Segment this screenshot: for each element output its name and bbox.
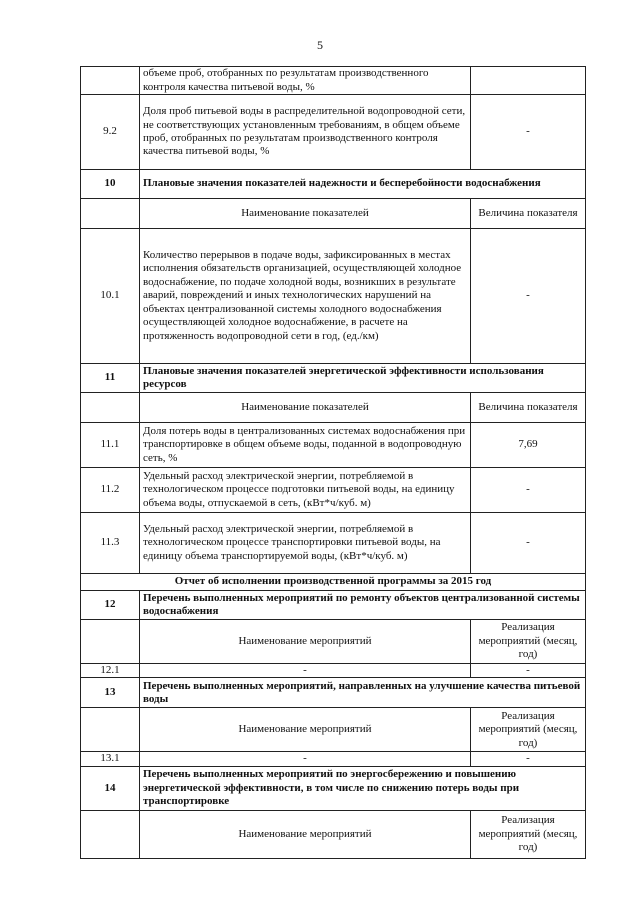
indicator-name: Доля потерь воды в централизованных системах водоснабжения при транспортировке в общем объеме воды, поданной в водопроводную сеть, % <box>140 423 471 468</box>
header-empty <box>81 810 140 858</box>
indicator-name: объеме проб, отобранных по результатам производственного контроля качества питьевой воды, % <box>140 67 471 95</box>
report-title-row <box>81 574 586 591</box>
section-row <box>81 591 586 620</box>
section-title: Перечень выполненных мероприятий, направленных на улучшение качества питьевой воды <box>140 678 586 708</box>
section-number: 12 <box>81 591 140 620</box>
table-row <box>81 423 586 468</box>
section-title: Перечень выполненных мероприятий по энергосбережению и повышению энергетической эффективности, в том числе по снижению потерь воды при транспортировке <box>140 766 586 810</box>
table-row <box>81 513 586 574</box>
header-name: Наименование мероприятий <box>140 708 471 752</box>
section-title: Плановые значения показателей надежности и бесперебойности водоснабжения <box>140 170 586 199</box>
header-value: Величина показателя <box>471 393 586 423</box>
indicator-value: - <box>471 468 586 513</box>
table-row <box>81 229 586 364</box>
indicator-value: - <box>471 229 586 364</box>
row-number: 13.1 <box>81 752 140 766</box>
column-header-row <box>81 620 586 664</box>
report-title: Отчет об исполнении производственной программы за 2015 год <box>81 574 586 591</box>
section-number: 13 <box>81 678 140 708</box>
row-number: 11.3 <box>81 513 140 574</box>
row-number: 11.2 <box>81 468 140 513</box>
indicator-name: Количество перерывов в подаче воды, зафиксированных в местах исполнения обязательств организацией, осуществляющей холодное водоснабжение, по подаче холодной воды, возникших в результате аварий, повреждений и иных технологических нарушений на объектах централизованной системы холодного водоснабжения осуществляющей холодное водоснабжение, в расчете на протяженность водопроводной сети в год, (ед./км) <box>140 229 471 364</box>
indicator-value: 7,69 <box>471 423 586 468</box>
column-header-row <box>81 810 586 858</box>
header-name: Наименование показателей <box>140 199 471 229</box>
section-row <box>81 766 586 810</box>
header-value: Величина показателя <box>471 199 586 229</box>
header-name: Наименование показателей <box>140 393 471 423</box>
table-row <box>81 95 586 170</box>
header-name: Наименование мероприятий <box>140 810 471 858</box>
row-number: 11.1 <box>81 423 140 468</box>
indicator-name: Удельный расход электрической энергии, потребляемой в технологическом процессе транспортировки питьевой воды, на единицу объема транспортируемой воды, (кВт*ч/куб. м) <box>140 513 471 574</box>
measure-name: - <box>140 752 471 766</box>
measure-date: - <box>471 664 586 678</box>
header-empty <box>81 708 140 752</box>
indicator-name: Доля проб питьевой воды в распределительной водопроводной сети, не соответствующих установленным требованиям, в общем объеме проб, отобранных по результатам производственного контроля качества питьевой воды, % <box>140 95 471 170</box>
section-title: Плановые значения показателей энергетической эффективности использования ресурсов <box>140 364 586 393</box>
column-header-row <box>81 393 586 423</box>
measure-name: - <box>140 664 471 678</box>
table-row <box>81 67 586 95</box>
table-row <box>81 664 586 678</box>
header-value: Реализация мероприятий (месяц, год) <box>471 708 586 752</box>
row-number <box>81 67 140 95</box>
header-empty <box>81 620 140 664</box>
header-value: Реализация мероприятий (месяц, год) <box>471 620 586 664</box>
row-number: 9.2 <box>81 95 140 170</box>
page-number: 5 <box>317 38 323 52</box>
section-row <box>81 364 586 393</box>
table-row <box>81 468 586 513</box>
measure-date: - <box>471 752 586 766</box>
header-empty <box>81 393 140 423</box>
indicator-value: - <box>471 513 586 574</box>
indicators-table <box>80 66 586 859</box>
table-row <box>81 752 586 766</box>
section-row <box>81 678 586 708</box>
section-number: 10 <box>81 170 140 199</box>
section-title: Перечень выполненных мероприятий по ремонту объектов централизованной системы водоснабжения <box>140 591 586 620</box>
row-number: 12.1 <box>81 664 140 678</box>
header-name: Наименование мероприятий <box>140 620 471 664</box>
header-empty <box>81 199 140 229</box>
row-number: 10.1 <box>81 229 140 364</box>
indicator-name: Удельный расход электрической энергии, потребляемой в технологическом процессе подготовки питьевой воды, на единицу объема воды, отпускаемой в сеть, (кВт*ч/куб. м) <box>140 468 471 513</box>
section-row <box>81 170 586 199</box>
header-value: Реализация мероприятий (месяц, год) <box>471 810 586 858</box>
indicator-value <box>471 67 586 95</box>
section-number: 11 <box>81 364 140 393</box>
column-header-row <box>81 708 586 752</box>
indicator-value: - <box>471 95 586 170</box>
section-number: 14 <box>81 766 140 810</box>
column-header-row <box>81 199 586 229</box>
